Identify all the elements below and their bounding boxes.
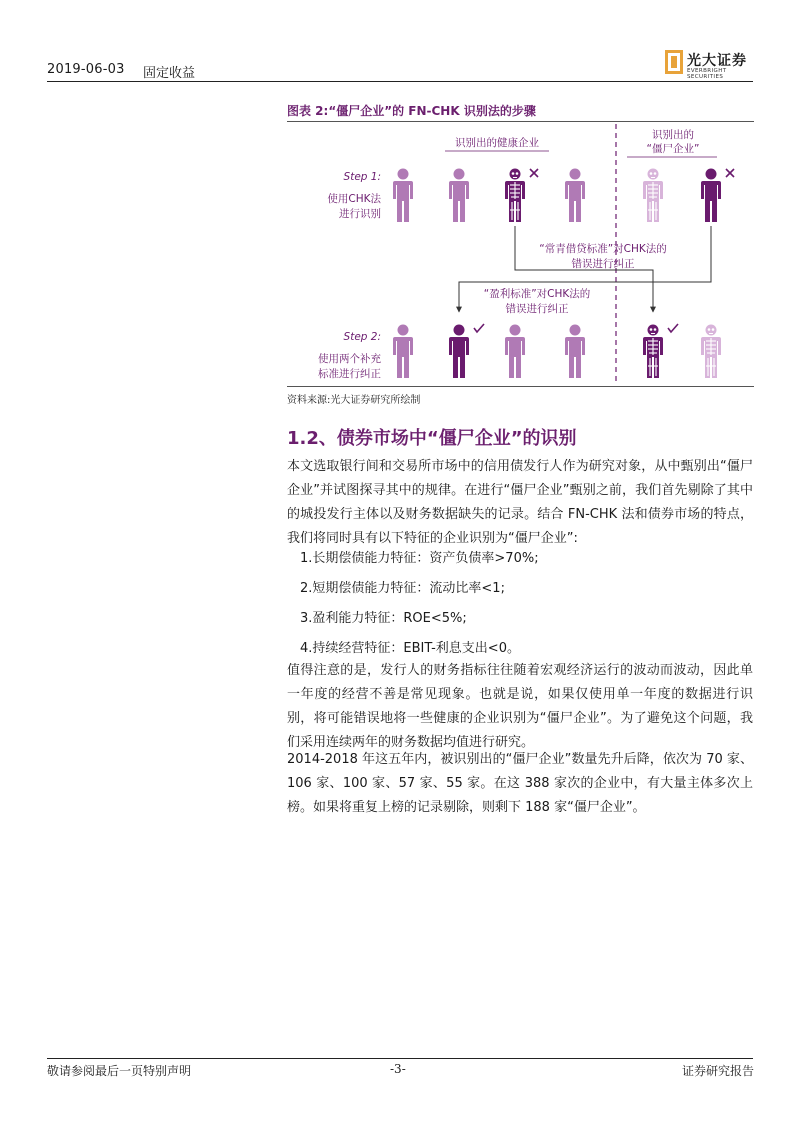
brand-logo (665, 48, 760, 78)
step1-skeleton-misclassified (505, 169, 525, 223)
correction1-line2: 错误进行纠正 (571, 258, 635, 270)
step2-person-1 (393, 325, 413, 379)
step1-skeleton-pale (643, 169, 663, 223)
correction1-line1: “常青借贷标准”对CHK法的 (539, 243, 667, 255)
fnchk-steps-diagram (287, 122, 754, 386)
step2-person-corrected (449, 325, 469, 379)
step1-name: Step 1: (343, 171, 381, 183)
step1-cross-icon-1 (530, 169, 538, 177)
criteria-item-1: 1.长期偿债能力特征：资产负债率>70%; (300, 551, 539, 566)
step2-check-icon-1 (474, 324, 484, 332)
label-zombie-line1: 识别出的 (652, 129, 694, 141)
header-divider (47, 81, 753, 82)
step1-cross-icon-2 (726, 169, 734, 177)
step1-person-2 (449, 169, 469, 223)
step1-person-3 (565, 169, 585, 223)
figure-title: 图表 2:“僵尸企业”的 FN-CHK 识别法的步骤 (287, 104, 536, 118)
criteria-item-3: 3.盈利能力特征：ROE<5%; (300, 611, 467, 626)
step2-person-3 (565, 325, 585, 379)
step2-desc-line1: 使用两个补充 (318, 353, 381, 365)
footer-divider (47, 1058, 753, 1059)
criteria-item-2: 2.短期偿债能力特征：流动比率<1; (300, 581, 505, 596)
paragraph-results: 2014-2018 年这五年内，被识别出的“僵尸企业”数量先升后降，依次为 70 家、106 家、100 家、57 家、55 家。在这 388 家次的企业中，有大量主体多次上榜。如果将重复上榜的记录剔除，则剩下 188 家“僵尸企业”。 (287, 752, 753, 815)
report-category: 固定收益 (143, 66, 196, 81)
label-healthy-companies: 识别出的健康企业 (455, 137, 539, 149)
footer-disclaimer: 敬请参阅最后一页特别声明 (47, 1064, 192, 1078)
correction2-line2: 错误进行纠正 (505, 303, 569, 315)
page-number: -3- (390, 1062, 406, 1076)
step2-person-2 (505, 325, 525, 379)
step2-skeleton-corrected (643, 325, 663, 379)
correction2-line1: “盈利标准”对CHK法的 (483, 288, 591, 300)
step2-desc-line2: 标准进行纠正 (318, 368, 381, 380)
report-type: 证券研究报告 (682, 1064, 755, 1078)
figure-source: 资料来源:光大证券研究所绘制 (287, 395, 421, 406)
label-zombie-line2: “僵尸企业” (646, 143, 700, 155)
logo-english-name: EVERBRIGHT SECURITIES (687, 68, 727, 80)
step1-person-1 (393, 169, 413, 223)
report-date: 2019-06-03 (47, 62, 125, 77)
paragraph-intro: 本文选取银行间和交易所市场中的信用债发行人作为研究对象，从中甄别出“僵尸企业”并试图探寻其中的规律。在进行“僵尸企业”甄别之前，我们首先剔除了其中的城投发行主体以及财务数据缺失的记录。结合 FN-CHK 法和债券市场的特点，我们将同时具有以下特征的企业识别为“僵尸企业”: (287, 459, 753, 546)
logo-mark-icon (665, 50, 683, 74)
criteria-item-4: 4.持续经营特征：EBIT-利息支出<0。 (300, 641, 520, 656)
section-heading: 1.2、债券市场中“僵尸企业”的识别 (287, 428, 577, 449)
figure-bottom-rule (287, 386, 754, 387)
step1-desc-line2: 进行识别 (339, 208, 381, 220)
logo-name: 光大证券 (687, 53, 747, 69)
step2-name: Step 2: (343, 331, 381, 343)
step1-person-misclassified (701, 169, 721, 223)
step2-skeleton-pale (701, 325, 721, 379)
step2-check-icon-2 (668, 324, 678, 332)
step1-desc-line1: 使用CHK法 (327, 193, 381, 205)
paragraph-methodology: 值得注意的是，发行人的财务指标往往随着宏观经济运行的波动而波动，因此单一年度的经营不善是常见现象。也就是说，如果仅使用单一年度的数据进行识别，将可能错误地将一些健康的企业识别为“僵尸企业”。为了避免这个问题，我们采用连续两年的财务数据均值进行研究。 (287, 663, 753, 750)
